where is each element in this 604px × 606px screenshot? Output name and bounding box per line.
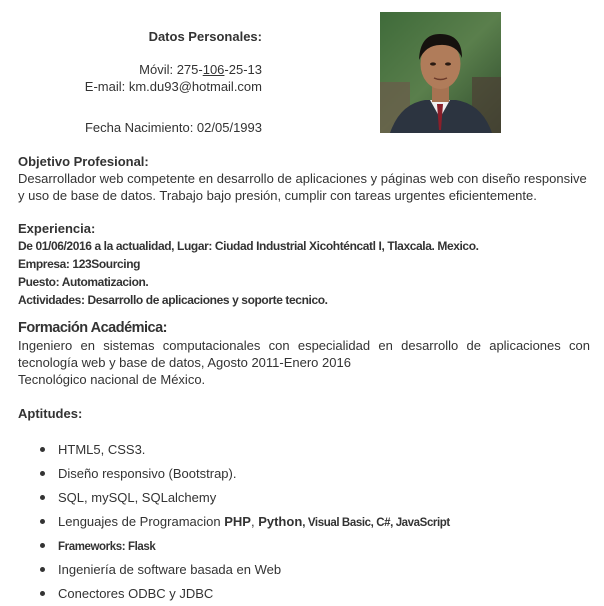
experience-company: Empresa: 123Sourcing — [18, 257, 141, 271]
bullet-icon — [40, 447, 45, 452]
bullet-icon — [40, 495, 45, 500]
list-item — [18, 462, 450, 486]
skill-languages-label: Lenguajes de Programacion — [58, 514, 225, 529]
phone-prefix: Móvil: 275- — [139, 62, 203, 77]
bullet-icon — [40, 567, 45, 572]
education-school: Tecnológico nacional de México. — [18, 372, 206, 387]
list-item — [18, 534, 450, 558]
objective-text: Desarrollador web competente en desarrollo de aplicaciones y páginas web con diseño responsive y uso de base de datos. Trabajo bajo presión, cumplir con tareas urgentes eficientemente. — [18, 171, 587, 203]
skill-software-engineering: Ingeniería de software basada en Web — [58, 562, 282, 577]
skill-other-languages: , Visual Basic, C#, JavaScript — [302, 517, 450, 529]
skills-list — [18, 438, 450, 606]
bullet-icon — [40, 519, 45, 524]
education-section — [18, 320, 590, 388]
phone-middle: 106 — [202, 62, 225, 77]
list-item — [18, 582, 450, 606]
skills-heading: Aptitudes: — [18, 406, 83, 421]
skill-connectors: Conectores ODBC y JDBC — [58, 586, 214, 601]
skill-python: Python — [258, 514, 303, 529]
education-heading: Formación Académica: — [18, 320, 168, 336]
objective-heading: Objetivo Profesional: — [18, 154, 149, 169]
phone-suffix: -25-13 — [224, 62, 262, 77]
profile-photo — [380, 12, 501, 133]
email-line: E-mail: km.du93@hotmail.com — [84, 79, 262, 94]
skill-sql: SQL, mySQL, SQLalchemy — [58, 490, 217, 505]
skills-section — [18, 405, 590, 422]
bullet-icon — [40, 543, 45, 548]
experience-position: Puesto: Automatizacion. — [18, 275, 149, 289]
experience-section — [18, 220, 590, 309]
experience-heading: Experiencia: — [18, 221, 96, 236]
skill-php: PHP — [224, 514, 251, 529]
skill-separator: , — [250, 514, 259, 529]
skill-responsive: Diseño responsivo (Bootstrap). — [58, 466, 237, 481]
list-item — [18, 510, 450, 534]
list-item — [18, 558, 450, 582]
phone-line — [139, 62, 262, 77]
list-item — [18, 438, 450, 462]
birth-date-line: Fecha Nacimiento: 02/05/1993 — [84, 120, 262, 135]
bullet-icon — [40, 471, 45, 476]
list-item — [18, 486, 450, 510]
skill-frameworks: Frameworks: Flask — [58, 541, 156, 553]
objective-section — [18, 153, 590, 204]
experience-period: De 01/06/2016 a la actualidad, Lugar: Ciudad Industrial Xicohténcatl I, Tlaxcala. Mexico. — [18, 239, 479, 253]
personal-data-title: Datos Personales: — [148, 29, 262, 44]
skill-html: HTML5, CSS3. — [58, 442, 146, 457]
experience-activities: Actividades: Desarrollo de aplicaciones y soporte tecnico. — [18, 293, 328, 307]
bullet-icon — [40, 591, 45, 596]
education-text: Ingeniero en sistemas computacionales con especialidad en desarrollo de aplicaciones con tecnología web y base de datos, Agosto 2011-Enero 2016 — [18, 338, 590, 370]
